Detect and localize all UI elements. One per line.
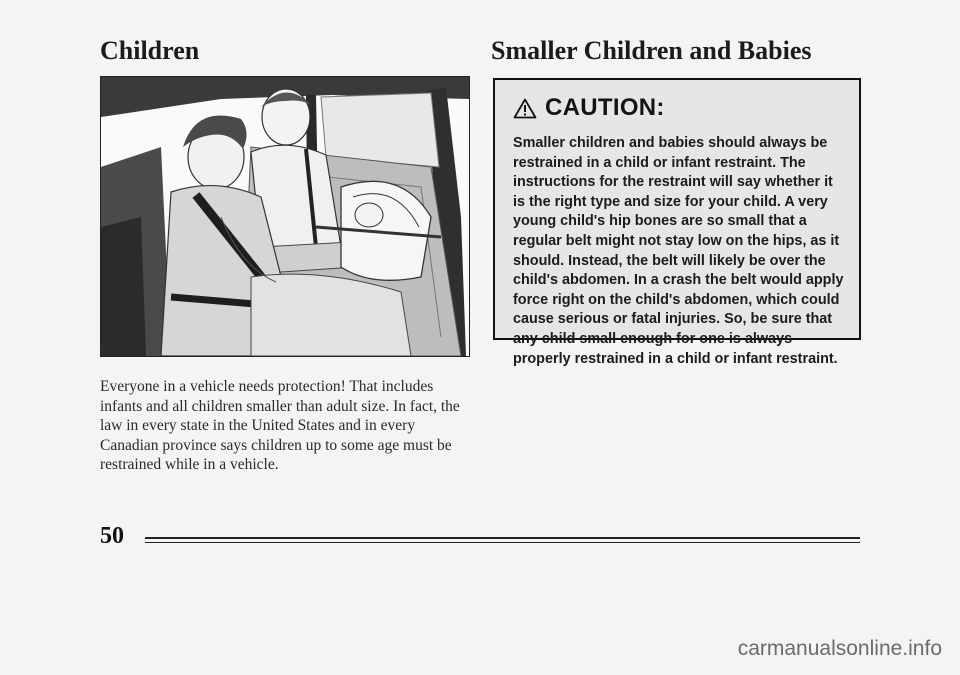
footer-rule-thin <box>145 542 860 543</box>
caution-box <box>493 78 861 367</box>
warning-triangle-icon <box>513 98 537 119</box>
illustration-adult-and-child-in-rear-seat <box>100 76 470 357</box>
site-watermark: carmanualsonline.info <box>737 637 942 660</box>
illustration-drawing <box>101 77 469 356</box>
footer-rule <box>145 537 860 539</box>
figure-code: n. <box>100 343 108 353</box>
caution-text: Smaller children and babies should always be restrained in a child or infant restraint. The instructions for the restraint will say whether it is the right type and size for your child. A very young child's hip bones are so small that a regular belt might not stay low on the hips, as it should. Instead, the belt will likely be over the child's abdomen. In a crash the belt would apply force right on the child's abdomen, which could cause serious or fatal injuries. So, be sure that any child small enough for one is always properly restrained in a child or infant restraint. <box>513 135 844 367</box>
page-number: 50 <box>100 523 124 549</box>
caution-header <box>513 94 845 122</box>
section-heading-children: Children <box>100 36 200 65</box>
section-heading-smaller-children: Smaller Children and Babies <box>491 36 812 65</box>
body-paragraph: Everyone in a vehicle needs protection! That includes infants and all children smaller than adult size. In fact, the law in every state in the United States and in every Canadian province says children up to some age must be restrained while in a vehicle. <box>100 378 460 473</box>
caution-title: CAUTION: <box>545 94 665 121</box>
